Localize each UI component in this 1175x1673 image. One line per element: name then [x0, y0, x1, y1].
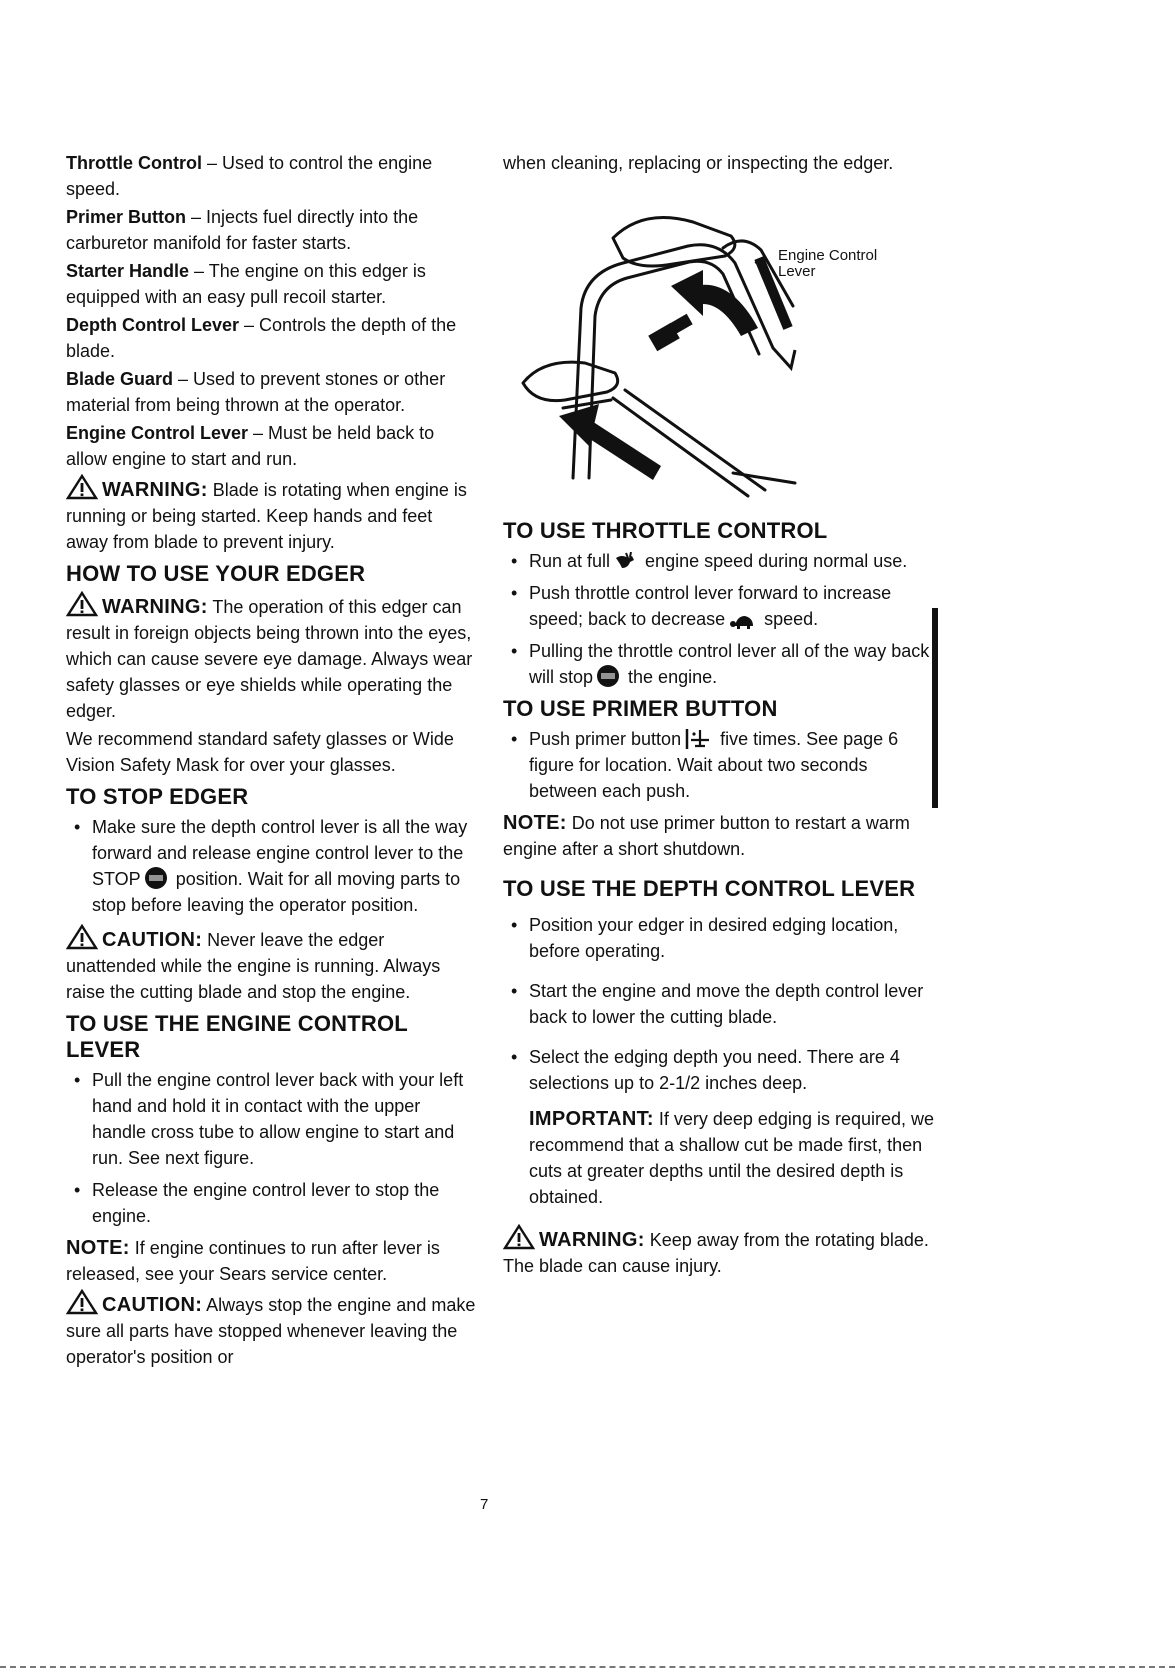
heading-how-to-use: HOW TO USE YOUR EDGER [66, 561, 366, 586]
term-text: – Used to prevent stones or other material from being thrown at the operator. [66, 369, 446, 415]
definition-throttle-control [66, 150, 478, 202]
term-text: – Must be held back to allow engine to start and run. [66, 423, 435, 469]
term-label: Starter Handle [66, 261, 190, 281]
term-label: Throttle Control [66, 153, 202, 173]
warning-text: The operation of this edger can result in foreign objects being thrown into the eyes, which can cause severe eye damage. Always wear safety glasses or eye shields while operating the edger. [66, 597, 473, 721]
term-label: Depth Control Lever [66, 315, 240, 335]
list-item-text: Push primer button [529, 729, 682, 749]
note-warm-engine [503, 810, 935, 862]
list-item-text: Pulling the throttle control lever all of the way back will stop [529, 641, 930, 687]
list-item [503, 726, 935, 804]
definition-engine-control-lever [66, 420, 478, 472]
definition-starter-handle [66, 258, 478, 310]
list-item-text: Push throttle control lever forward to increase speed; back to decrease [529, 583, 892, 629]
term-text: – Injects fuel directly into the carburetor manifold for faster starts. [66, 207, 419, 253]
list-item [66, 814, 478, 918]
engine-control-list [66, 1067, 478, 1229]
list-item [503, 912, 935, 964]
warning-text: Blade is rotating when engine is running or being started. Keep hands and feet away from blade to prevent injury. [66, 480, 467, 552]
throttle-list [503, 548, 935, 690]
rabbit-fast-icon [614, 552, 636, 572]
page-number: 7 [480, 1496, 489, 1513]
list-item [503, 978, 935, 1030]
warning-triangle-icon [66, 1289, 98, 1315]
heading-to-stop-edger: TO STOP EDGER [66, 784, 249, 809]
note-lever-released [66, 1235, 478, 1287]
note-text: If engine continues to run after lever is released, see your Sears service center. [66, 1238, 440, 1284]
heading-throttle-control: TO USE THROTTLE CONTROL [503, 518, 828, 543]
bullet-icon: • [511, 915, 518, 935]
term-text: – Controls the depth of the blade. [66, 315, 457, 361]
edger-handle-illustration [503, 178, 935, 508]
bullet-icon: • [74, 1180, 81, 1200]
list-item-text: speed. [759, 609, 819, 629]
continuation-text: when cleaning, replacing or inspecting the edger. [503, 153, 894, 173]
primer-list [503, 726, 935, 804]
caution-text: Never leave the edger unattended while the engine is running. Always raise the cutting blade and stop the engine. [66, 930, 441, 1002]
stop-icon [145, 867, 167, 889]
figure-label-line: Engine Control [778, 247, 878, 264]
list-item-text: five times. See page 6 figure for location. Wait about two seconds between each push. [529, 729, 899, 801]
stop-edger-list [66, 814, 478, 918]
list-item-text: the engine. [623, 667, 718, 687]
warning-word: WARNING: [539, 1229, 645, 1251]
stop-icon [597, 665, 619, 687]
bullet-icon: • [511, 729, 518, 749]
bullet-icon: • [511, 1047, 518, 1067]
definition-primer-button [66, 204, 478, 256]
engine-control-lever-figure [503, 178, 935, 508]
warning-triangle-icon [503, 1224, 535, 1250]
definition-blade-guard [66, 366, 478, 418]
list-item [66, 1067, 478, 1171]
bullet-icon: • [511, 641, 518, 661]
caution-stop-engine [66, 1289, 478, 1370]
figure-label-line: Lever [778, 263, 816, 280]
heading-engine-control-lever: TO USE THE ENGINE CONTROL LEVER [66, 1011, 408, 1062]
warning-eye-damage [66, 591, 478, 724]
term-label: Blade Guard [66, 369, 174, 389]
bullet-icon: • [511, 981, 518, 1001]
caution-word: CAUTION: [102, 929, 203, 951]
list-item [66, 1177, 478, 1229]
warning-triangle-icon [66, 591, 98, 617]
warning-word: WARNING: [102, 479, 208, 501]
list-item-text: Pull the engine control lever back with your left hand and hold it in contact with the upper handle cross tube to allow engine to start and run. See next figure. [92, 1070, 464, 1168]
list-item-text: Make sure the depth control lever is all the way forward and release engine control lever to the STOP [92, 817, 468, 889]
warning-word: WARNING: [102, 596, 208, 618]
list-item [503, 580, 935, 632]
right-column [503, 150, 935, 1281]
list-item [503, 1044, 935, 1096]
note-word: NOTE: [503, 812, 567, 834]
list-item-text: position. Wait for all moving parts to stop before leaving the operator position. [92, 869, 461, 915]
list-item-text: engine speed during normal use. [640, 551, 908, 571]
turtle-slow-icon [729, 614, 755, 630]
list-item [503, 548, 935, 574]
depth-control-list [503, 912, 935, 1096]
list-item-text: Select the edging depth you need. There are 4 selections up to 2-1/2 inches deep. [529, 1047, 900, 1093]
term-text: – The engine on this edger is equipped with an easy pull recoil starter. [66, 261, 426, 307]
warning-blade-rotating [66, 474, 478, 555]
warning-triangle-icon [66, 924, 98, 950]
list-item-text: Start the engine and move the depth control lever back to lower the cutting blade. [529, 981, 924, 1027]
list-item [503, 638, 935, 690]
important-deep-edging [503, 1106, 935, 1210]
figure-label [778, 248, 908, 280]
caution-unattended [66, 924, 478, 1005]
bottom-divider [0, 1666, 1175, 1668]
list-item-text: Run at full [529, 551, 611, 571]
list-item-text: Release the engine control lever to stop the engine. [92, 1180, 440, 1226]
term-label: Engine Control Lever [66, 423, 249, 443]
term-text: – Used to control the engine speed. [66, 153, 433, 199]
term-label: Primer Button [66, 207, 187, 227]
left-column [66, 150, 478, 1372]
bullet-icon: • [74, 1070, 81, 1090]
bullet-icon: • [511, 583, 518, 603]
note-text: Do not use primer button to restart a warm engine after a short shutdown. [503, 813, 910, 859]
definition-depth-control-lever [66, 312, 478, 364]
warning-text: Keep away from the rotating blade. The blade can cause injury. [503, 1230, 929, 1276]
heading-depth-control-lever: TO USE THE DEPTH CONTROL LEVER [503, 876, 916, 901]
margin-change-bar [932, 608, 938, 808]
warning-rotating-blade [503, 1224, 935, 1279]
caution-text: Always stop the engine and make sure all parts have stopped whenever leaving the operator's position or [66, 1295, 476, 1367]
note-word: NOTE: [66, 1237, 130, 1259]
warning-triangle-icon [66, 474, 98, 500]
heading-primer-button: TO USE PRIMER BUTTON [503, 696, 778, 721]
list-item-text: Position your edger in desired edging location, before operating. [529, 915, 899, 961]
primer-icon [685, 728, 711, 750]
bullet-icon: • [511, 551, 518, 571]
bullet-icon: • [74, 817, 81, 837]
recommendation-text: We recommend standard safety glasses or Wide Vision Safety Mask for over your glasses. [66, 729, 454, 775]
caution-word: CAUTION: [102, 1294, 203, 1316]
important-word: IMPORTANT: [529, 1108, 654, 1130]
important-text: If very deep edging is required, we recommend that a shallow cut be made first, then cuts at greater depths until the desired depth is obtained. [529, 1109, 935, 1207]
